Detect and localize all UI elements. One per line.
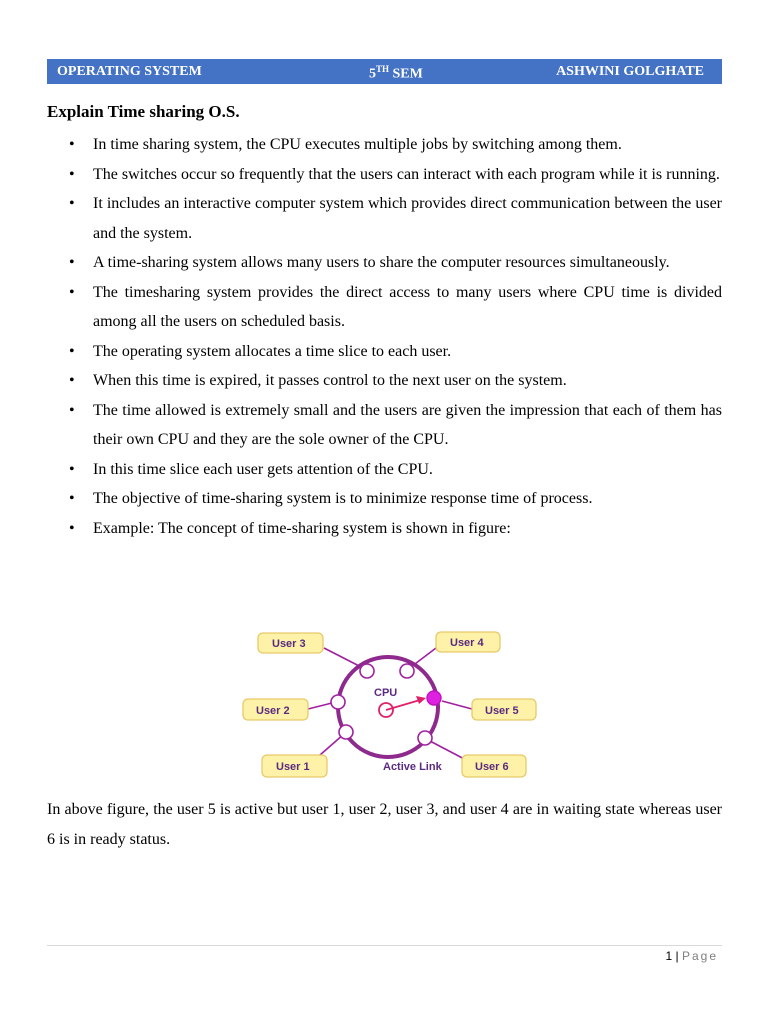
list-item: • The switches occur so frequently that the users can interact with each program while it is running. (47, 160, 722, 190)
header-author: ASHWINI GOLGHATE (556, 64, 704, 79)
user-6-box (462, 755, 526, 777)
bullet-list (47, 130, 722, 543)
list-item: • The objective of time-sharing system is to minimize response time of process. (47, 484, 722, 514)
figure-explanation: In above figure, the user 5 is active but user 1, user 2, user 3, and user 4 are in waiting state whereas user 6 is in ready status. (47, 801, 722, 848)
page-footer (665, 949, 718, 963)
list-item: • The time allowed is extremely small and the users are given the impression that each of them has their own CPU and they are the sole owner of the CPU. (47, 396, 722, 455)
time-sharing-diagram (240, 628, 540, 783)
user-1-label: User 1 (276, 761, 310, 773)
user-2-box (243, 699, 308, 720)
active-link-node-user-5 (427, 691, 441, 705)
link-node-user-4 (400, 664, 414, 678)
list-item: • It includes an interactive computer system which provides direct communication between the user and the system. (47, 189, 722, 248)
user-6-label: User 6 (475, 761, 509, 773)
page-word: Page (681, 949, 718, 963)
user-4-box (436, 632, 500, 652)
link-node-user-6 (418, 731, 432, 745)
user-3-label: User 3 (272, 638, 306, 650)
link-node-user-2 (331, 695, 345, 709)
user-5-box (472, 699, 536, 720)
page-number: 1 (665, 949, 673, 963)
user-1-box (262, 755, 327, 777)
user-3-box (258, 633, 323, 653)
list-item: • The timesharing system provides the direct access to many users where CPU time is divided among all the users on scheduled basis. (47, 278, 722, 337)
cpu-label: CPU (374, 687, 398, 699)
list-item: • In this time slice each user gets attention of the CPU. (47, 455, 722, 485)
header-bar (47, 59, 722, 84)
link-node-user-3 (360, 664, 374, 678)
user-5-label: User 5 (485, 705, 519, 717)
link-node-user-1 (339, 725, 353, 739)
list-item: • Example: The concept of time-sharing system is shown in figure: (47, 514, 722, 544)
user-2-label: User 2 (256, 705, 290, 717)
list-item: • When this time is expired, it passes control to the next user on the system. (47, 366, 722, 396)
user-4-label: User 4 (450, 637, 484, 649)
footer-divider (47, 945, 722, 946)
list-item: • The operating system allocates a time slice to each user. (47, 337, 722, 367)
list-item: • In time sharing system, the CPU executes multiple jobs by switching among them. (47, 130, 722, 160)
list-item: • A time-sharing system allows many users to share the computer resources simultaneously. (47, 248, 722, 278)
header-semester: 5TH SEM (369, 64, 423, 82)
active-link-label: Active Link (383, 761, 442, 773)
header-subject: OPERATING SYSTEM (57, 64, 202, 79)
footer-separator: | (675, 949, 679, 963)
section-title: Explain Time sharing O.S. (47, 102, 240, 121)
